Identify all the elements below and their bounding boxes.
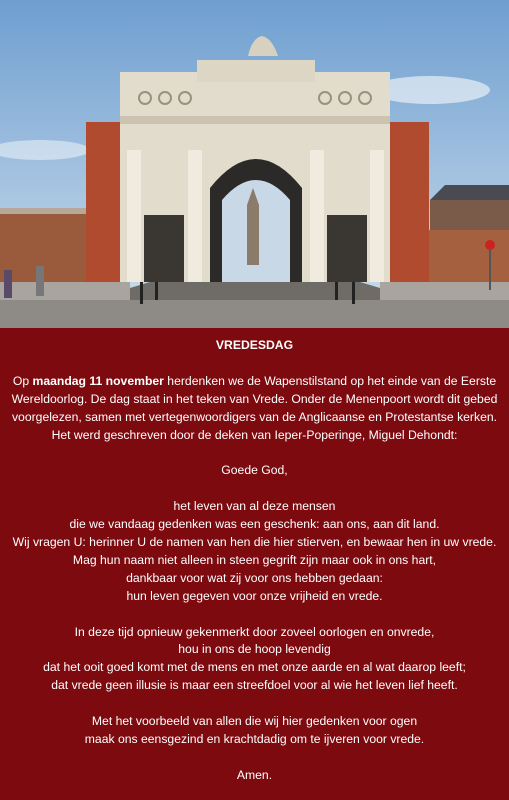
- intro-line-2: Wereldoorlog. De dag staat in het teken van Vrede. Onder de Menenpoort wordt dit gebed: [11, 391, 498, 406]
- stanza-3-line: maak ons eensgezind en krachtdadig om te ijveren voor vrede.: [84, 731, 425, 746]
- menin-gate-illustration: [0, 0, 509, 328]
- stanza-2-line: In deze tijd opnieuw gekenmerkt door zoveel oorlogen en onvrede,: [74, 624, 435, 639]
- salutation: Goede God,: [221, 463, 288, 478]
- stanza-2-line: dat vrede geen illusie is maar een streefdoel voor al wie het leven lief heeft.: [51, 678, 458, 693]
- stanza-1-line: Wij vragen U: herinner U de namen van hen die hier stierven, en bewaar hen in uw vrede.: [12, 535, 497, 550]
- intro-date: maandag 11 november: [32, 373, 164, 388]
- stanza-1-line: Mag hun naam niet alleen in steen gegrift zijn maar ook in ons hart,: [72, 552, 437, 567]
- article: [0, 328, 509, 785]
- intro-paragraph: [6, 373, 503, 445]
- prayer-stanza-1: [6, 498, 503, 605]
- intro-rest: herdenken we de Wapenstilstand op het einde van de Eerste: [163, 373, 497, 388]
- prayer-stanza-3: [6, 713, 503, 749]
- closing: Amen.: [236, 767, 273, 782]
- stanza-1-line: hun leven gegeven voor onze vrijheid en vrede.: [126, 588, 383, 603]
- stanza-1-line: het leven van al deze mensen: [173, 499, 336, 514]
- article-title: VREDESDAG: [215, 338, 294, 352]
- stanza-1-line: die we vandaag gedenken was een geschenk: aan ons, aan dit land.: [69, 517, 440, 532]
- intro-line-4: Het werd geschreven door de deken van Ieper-Poperinge, Miguel Dehondt:: [51, 427, 458, 442]
- stanza-1-line: dankbaar voor wat zij voor ons hebben gedaan:: [126, 570, 383, 585]
- prayer-stanza-2: [6, 624, 503, 696]
- hero-image: [0, 0, 509, 328]
- intro-line-3: voorgelezen, samen met vertegenwoordigers van de Anglicaanse en Protestantse kerken.: [11, 409, 498, 424]
- intro-line-1: [6, 373, 503, 391]
- stanza-3-line: Met het voorbeeld van allen die wij hier gedenken voor ogen: [91, 714, 418, 729]
- stanza-2-line: dat het ooit goed komt met de mens en met onze aarde en al wat daarop leeft;: [43, 660, 466, 675]
- intro-prefix: Op: [12, 373, 33, 388]
- stanza-2-line: hou in ons de hoop levendig: [178, 642, 331, 657]
